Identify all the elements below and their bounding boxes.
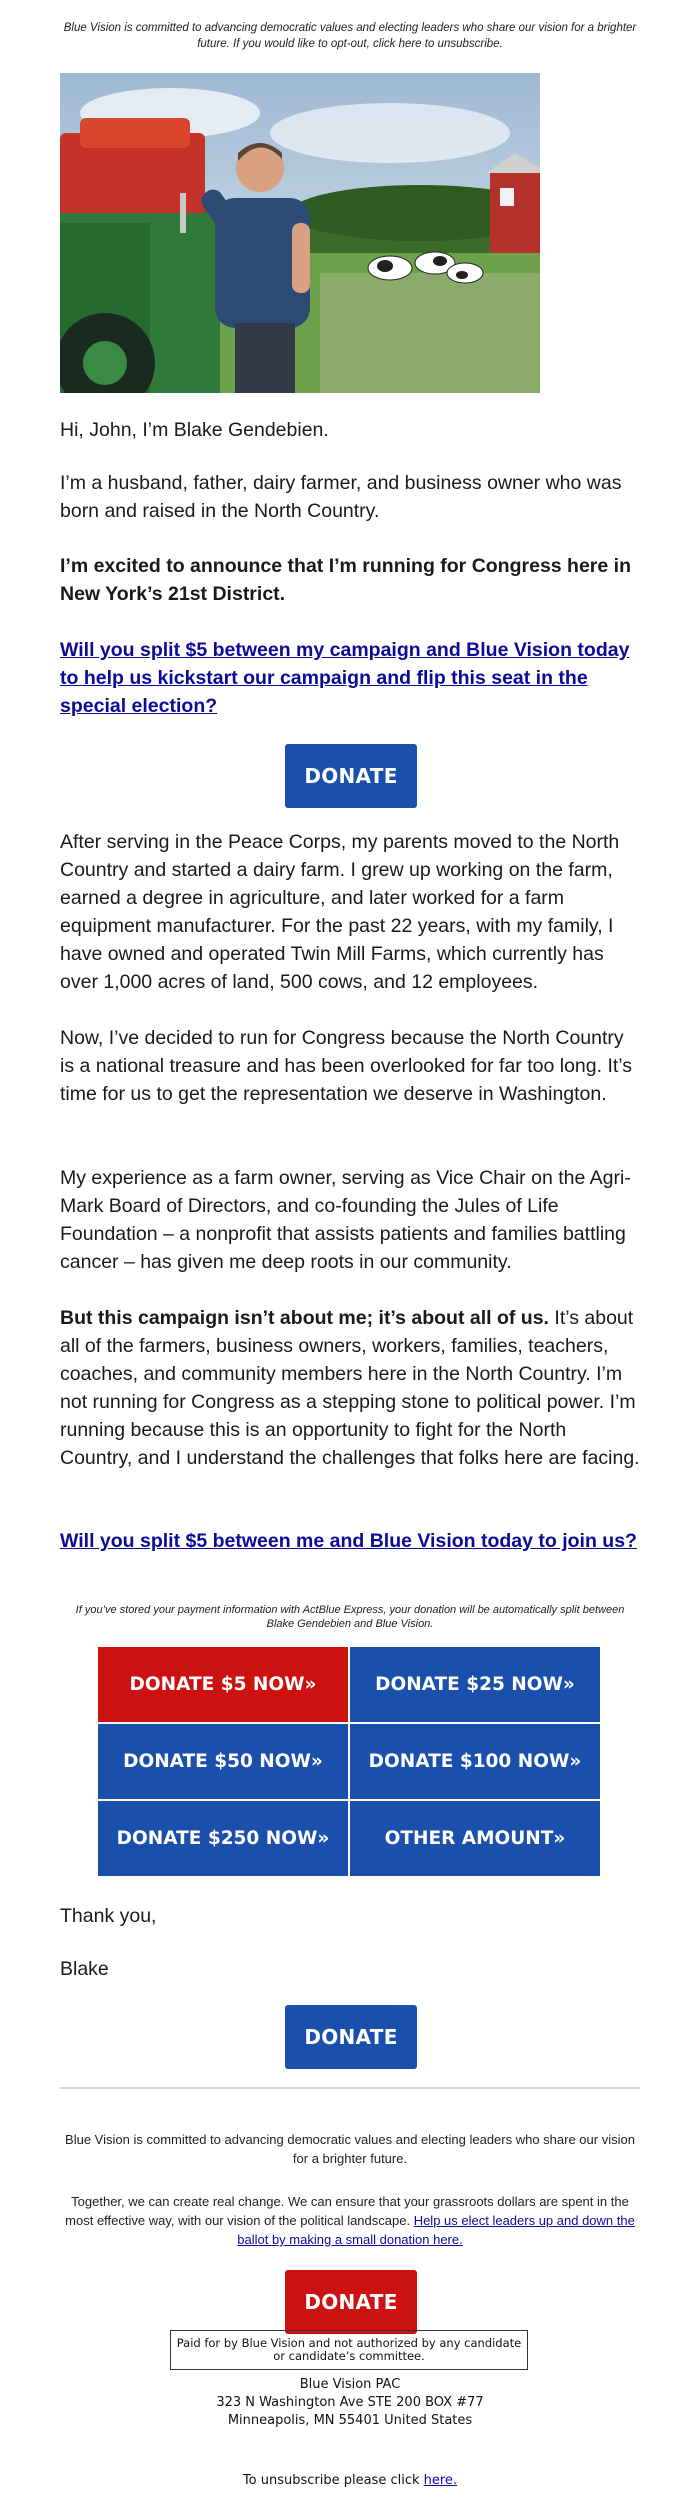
campaign-body: It’s about all of the farmers, business owners, workers, families, teachers, coaches, and community members here in the North Country. I’m not running for Congress as a stepping stone to political power. I’m running because this is an opportunity to fight for the North Country, and I understand the challenges that folks here are facing.: [60, 1307, 640, 1469]
signature-name: Blake: [60, 1958, 109, 1980]
campaign-emphasis: But this campaign isn’t about me; it’s about all of us.: [60, 1307, 549, 1329]
donate-25-button[interactable]: DONATE $25 NOW»: [350, 1647, 600, 1722]
donate-250-button[interactable]: DONATE $250 NOW»: [98, 1801, 348, 1876]
donate-button-2[interactable]: DONATE: [285, 2005, 417, 2069]
donate-button-1[interactable]: DONATE: [285, 744, 417, 808]
campaign-paragraph: [60, 1304, 640, 1472]
footer-donate-button[interactable]: DONATE: [285, 2270, 417, 2334]
footer-together-text: Together, we can create real change. We can ensure that your grassroots dollars are spent in the most effective way, with our vision of the political landscape.: [65, 2194, 629, 2228]
donate-5-button[interactable]: DONATE $5 NOW»: [98, 1647, 348, 1722]
unsubscribe-link[interactable]: here.: [423, 2473, 458, 2488]
intro-paragraph: I’m a husband, father, dairy farmer, and business owner who was born and raised in the North Country.: [60, 472, 622, 522]
actblue-note: If you’ve stored your payment information with ActBlue Express, your donation will be automatically split between Blake Gendebien and Blue Vision.: [75, 1604, 625, 1630]
unsubscribe-text: To unsubscribe please click: [242, 2473, 424, 2488]
farm-photo: [60, 73, 540, 393]
announcement: I’m excited to announce that I’m running for Congress here in New York’s 21st District.: [60, 555, 631, 605]
donate-100-button[interactable]: DONATE $100 NOW»: [350, 1724, 600, 1799]
background-paragraph: After serving in the Peace Corps, my parents moved to the North Country and started a dairy farm. I grew up working on the farm, earned a degree in agriculture, and later worked for a farm equipment manufacturer. For the past 22 years, with my family, I have owned and operated Twin Mill Farms, which currently has over 1,000 acres of land, 500 cows, and 12 employees.: [60, 831, 620, 993]
footer-together: [60, 2192, 640, 2249]
donate-other-amount-button[interactable]: OTHER AMOUNT»: [350, 1801, 600, 1876]
thanks-line: Thank you,: [60, 1905, 157, 1927]
unsubscribe-line: [100, 2472, 600, 2490]
paid-for-disclaimer: Paid for by Blue Vision and not authorized by any candidate or candidate’s committee.: [170, 2330, 528, 2370]
experience-paragraph: My experience as a farm owner, serving as Vice Chair on the Agri-Mark Board of Directors, and co-founding the Jules of Life Foundation – a nonprofit that assists patients and families battling cancer – has given me deep roots in our community.: [60, 1167, 631, 1273]
footer-mission: Blue Vision is committed to advancing democratic values and electing leaders who share our vision for a brighter future.: [65, 2132, 635, 2166]
preheader-text: Blue Vision is committed to advancing democratic values and electing leaders who share our vision for a brighter future. If you would like to opt-out, click here to unsubscribe.: [63, 22, 637, 50]
org-name: Blue Vision PAC: [299, 2377, 401, 2392]
donate-ask-link-2[interactable]: Will you split $5 between me and Blue Vision today to join us?: [60, 1530, 637, 1552]
footer-donate-link[interactable]: Help us elect leaders up and down the ballot by making a small donation here.: [237, 2213, 635, 2247]
address-line-2: Minneapolis, MN 55401 United States: [227, 2413, 473, 2428]
hero-image: [60, 73, 540, 393]
greeting: Hi, John, I’m Blake Gendebien.: [60, 419, 329, 441]
why-paragraph: Now, I’ve decided to run for Congress because the North Country is a national treasure and has been overlooked for far too long. It’s time for us to get the representation we deserve in Washington.: [60, 1027, 633, 1105]
address-line-1: 323 N Washington Ave STE 200 BOX #77: [216, 2395, 484, 2410]
donate-50-button[interactable]: DONATE $50 NOW»: [98, 1724, 348, 1799]
donate-ask-link-1[interactable]: Will you split $5 between my campaign and Blue Vision today to help us kickstart our campaign and flip this seat in the special election?: [60, 639, 630, 717]
footer-divider: [60, 2087, 640, 2089]
donate-amount-grid: [98, 1647, 602, 1878]
